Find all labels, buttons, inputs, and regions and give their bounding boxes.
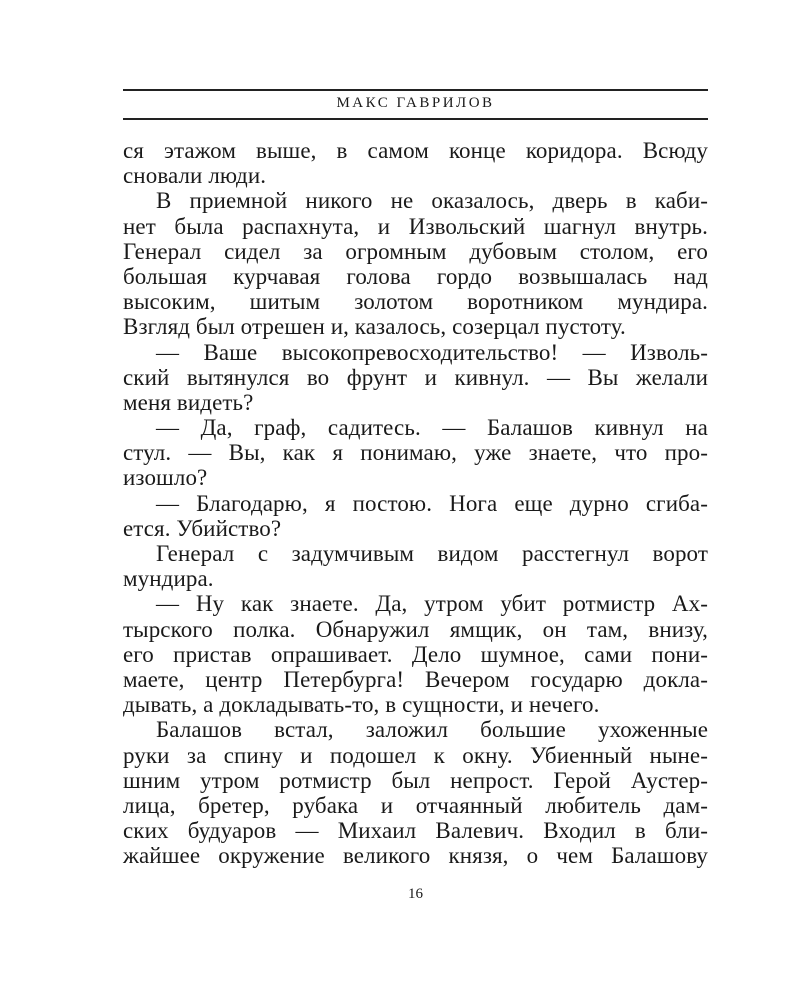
text-line: ских будуаров — Михаил Валевич. Входил в бли- xyxy=(123,818,708,844)
text-line: сновали люди. xyxy=(123,163,267,189)
header-rule-bottom xyxy=(123,118,708,120)
text-line: его пристав опрашивает. Дело шумное, сами пони- xyxy=(123,641,708,667)
text-line: дывать, а докладывать-то, в сущности, и нечего. xyxy=(123,692,600,718)
text-line: — Ваше высокопревосходительство! — Изволь- xyxy=(156,339,708,365)
text-line: — Да, граф, садитесь. — Балашов кивнул на xyxy=(156,415,708,441)
text-line: лица, бретер, рубака и отчаянный любитель дам- xyxy=(123,792,708,818)
text-line: мундира. xyxy=(123,566,214,592)
text-line: большая курчавая голова гордо возвышалась над xyxy=(123,263,708,289)
text-line: — Благодарю, я постою. Нога еще дурно сгиба- xyxy=(156,490,708,516)
text-line: меня видеть? xyxy=(123,389,254,415)
body-text xyxy=(123,138,708,868)
text-line: жайшее окружение великого князя, о чем Балашову xyxy=(123,843,708,869)
text-line: нет была распахнута, и Извольский шагнул внутрь. xyxy=(123,213,708,239)
text-line: В приемной никого не оказалось, дверь в каби- xyxy=(156,188,708,214)
text-line: ский вытянулся во фрунт и кивнул. — Вы желали xyxy=(123,364,708,390)
text-line: Генерал сидел за огромным дубовым столом, его xyxy=(123,238,708,264)
text-line: маете, центр Петербурга! Вечером государю докла- xyxy=(123,666,708,692)
text-line: ется. Убийство? xyxy=(123,515,282,541)
header-rule-top xyxy=(123,89,708,91)
text-line: Взгляд был отрешен и, казалось, созерцал пустоту. xyxy=(123,314,626,340)
text-line: Балашов встал, заложил большие ухоженные xyxy=(156,717,708,743)
text-line: шним утром ротмистр был непрост. Герой Аустер- xyxy=(123,767,708,793)
text-line: стул. — Вы, как я понимаю, уже знаете, что про- xyxy=(123,440,708,466)
text-line: — Ну как знаете. Да, утром убит ротмистр Ах- xyxy=(156,591,708,617)
text-line: Генерал с задумчивым видом расстегнул ворот xyxy=(156,541,708,566)
text-line: ся этажом выше, в самом конце коридора. Всюду xyxy=(123,138,708,163)
running-head: МАКС ГАВРИЛОВ xyxy=(336,95,495,111)
text-line: изошло? xyxy=(123,465,208,491)
text-line: тырского полка. Обнаружил ямщик, он там, внизу, xyxy=(123,616,708,642)
page-number: 16 xyxy=(408,886,423,902)
text-line: руки за спину и подошел к окну. Убиенный ныне- xyxy=(123,742,708,768)
text-line: высоким, шитым золотом воротником мундира. xyxy=(123,289,708,315)
